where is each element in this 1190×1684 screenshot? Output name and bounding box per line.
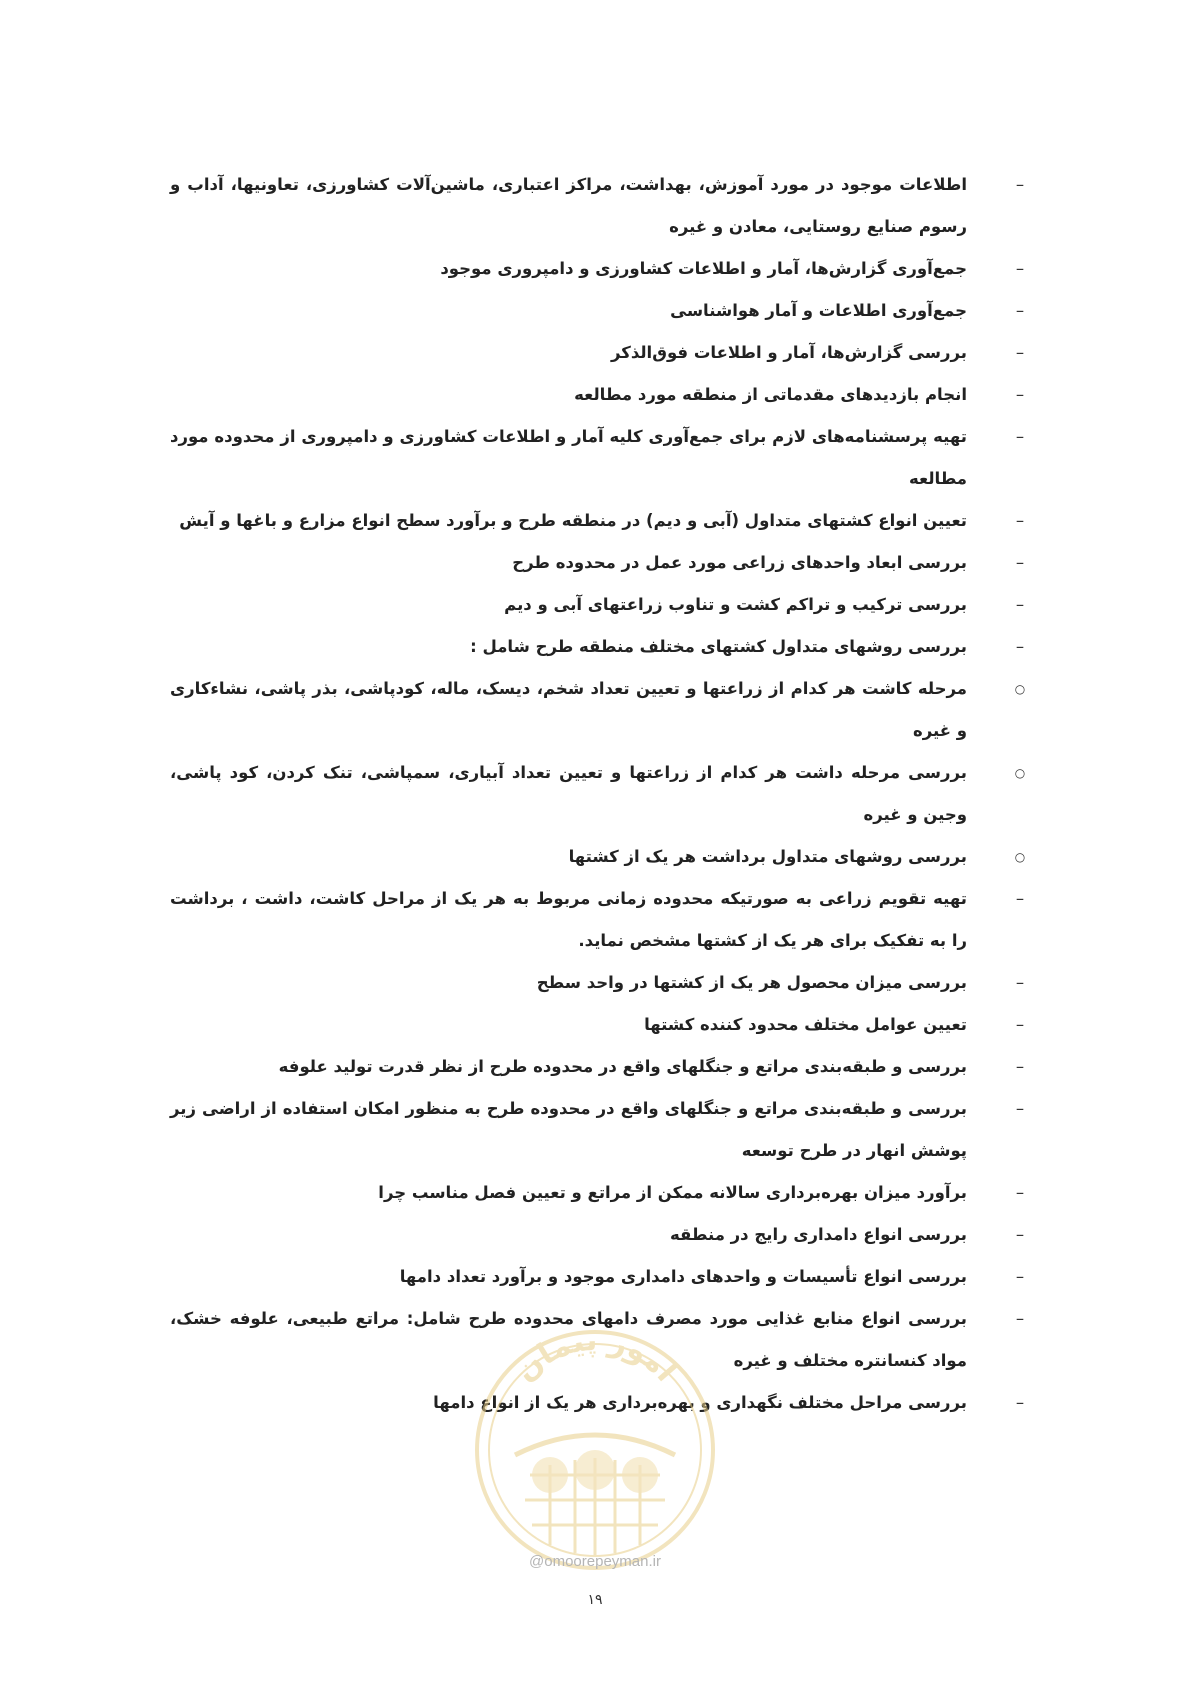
- list-item: [170, 500, 1030, 542]
- list-item: [170, 1172, 1030, 1214]
- list-item: [170, 1088, 1030, 1172]
- dash-bullet-icon: –: [1015, 637, 1025, 656]
- list-item: [170, 1298, 1030, 1382]
- list-item: [170, 1382, 1030, 1424]
- dash-bullet-icon: –: [1015, 553, 1025, 572]
- list-item-text: تعیین عوامل مختلف محدود کننده کشتها: [644, 1015, 967, 1034]
- dash-bullet-icon: –: [1015, 1183, 1025, 1202]
- list-item: [170, 668, 1030, 752]
- list-item-text: بررسی و طبقه‌بندی مراتع و جنگلهای واقع در محدوده طرح به منظور امکان استفاده از اراضی زیر پوشش انهار در طرح توسعه: [170, 1099, 967, 1160]
- list-item-text: اطلاعات موجود در مورد آموزش، بهداشت، مراکز اعتباری، ماشین‌آلات کشاورزی، تعاونیها، آداب و رسوم صنایع روستایی، معادن و غیره: [170, 175, 967, 236]
- list-item-text: بررسی روشهای متداول کشتهای مختلف منطقه طرح شامل :: [470, 637, 967, 656]
- list-item-text: جمع‌آوری گزارش‌ها، آمار و اطلاعات کشاورزی و دامپروری موجود: [440, 259, 967, 278]
- watermark-logo-text: امور پیمان: [507, 1325, 684, 1389]
- list-item: [170, 878, 1030, 962]
- list-item: [170, 248, 1030, 290]
- list-item-text: بررسی انواع منابع غذایی مورد مصرف دامهای محدوده طرح شامل: مراتع طبیعی، علوفه خشک، مواد کنسانتره مختلف و غیره: [170, 1309, 967, 1370]
- dash-bullet-icon: –: [1015, 1393, 1025, 1412]
- list-item-text: بررسی انواع تأسیسات و واحدهای دامداری موجود و برآورد تعداد دامها: [399, 1267, 967, 1286]
- watermark-url: @omoorepeyman.ir: [529, 1553, 661, 1570]
- list-item-text: بررسی مرحله داشت هر کدام از زراعتها و تعیین تعداد آبیاری، سمپاشی، تنک کردن، کود پاشی، وجین و غیره: [170, 763, 967, 824]
- list-item-text: بررسی میزان محصول هر یک از کشتها در واحد سطح: [536, 973, 967, 992]
- list-item: [170, 1214, 1030, 1256]
- dash-bullet-icon: –: [1015, 1225, 1025, 1244]
- circle-bullet-icon: ○: [1014, 766, 1026, 780]
- dash-bullet-icon: –: [1015, 973, 1025, 992]
- document-body: [170, 164, 1030, 1424]
- list-item: [170, 752, 1030, 836]
- list-item-text: تهیه تقویم زراعی به صورتیکه محدوده زمانی مربوط به هر یک از مراحل کاشت، داشت ، برداشت را به تفکیک برای هر یک از کشتها مشخص نماید.: [170, 889, 967, 950]
- list-item: [170, 164, 1030, 248]
- dash-bullet-icon: –: [1015, 259, 1025, 278]
- dash-bullet-icon: –: [1015, 1267, 1025, 1286]
- list-item: [170, 374, 1030, 416]
- list-item-text: بررسی انواع دامداری رایج در منطقه: [670, 1225, 967, 1244]
- list-item-text: بررسی ابعاد واحدهای زراعی مورد عمل در محدوده طرح: [512, 553, 967, 572]
- list-item-text: جمع‌آوری اطلاعات و آمار هواشناسی: [670, 301, 967, 320]
- dash-bullet-icon: –: [1015, 385, 1025, 404]
- list-item: [170, 836, 1030, 878]
- dash-bullet-icon: –: [1015, 343, 1025, 362]
- list-item-text: بررسی مراحل مختلف نگهداری و بهره‌برداری هر یک از انواع دامها: [433, 1393, 967, 1412]
- dash-bullet-icon: –: [1015, 889, 1025, 908]
- list-item: [170, 584, 1030, 626]
- dash-bullet-icon: –: [1015, 175, 1025, 194]
- list-item-text: بررسی و طبقه‌بندی مراتع و جنگلهای واقع در محدوده طرح از نظر قدرت تولید علوفه: [278, 1057, 967, 1076]
- list-item-text: بررسی ترکیب و تراکم کشت و تناوب زراعتهای آبی و دیم: [504, 595, 967, 614]
- list-item: [170, 1256, 1030, 1298]
- dash-bullet-icon: –: [1015, 511, 1025, 530]
- dash-bullet-icon: –: [1015, 1015, 1025, 1034]
- dash-bullet-icon: –: [1015, 301, 1025, 320]
- list-item: [170, 626, 1030, 668]
- list-item-text: برآورد میزان بهره‌برداری سالانه ممکن از مراتع و تعیین فصل مناسب چرا: [378, 1183, 967, 1202]
- list-item: [170, 1046, 1030, 1088]
- list-item-text: تهیه پرسشنامه‌های لازم برای جمع‌آوری کلیه آمار و اطلاعات کشاورزی و دامپروری از محدوده مورد مطالعه: [170, 427, 967, 488]
- list-item: [170, 290, 1030, 332]
- list-item: [170, 416, 1030, 500]
- list-item-text: تعیین انواع کشتهای متداول (آبی و دیم) در منطقه طرح و برآورد سطح انواع مزارع و باغها و آیش: [179, 511, 967, 530]
- dash-bullet-icon: –: [1015, 1309, 1025, 1328]
- dash-bullet-icon: –: [1015, 1057, 1025, 1076]
- dash-bullet-icon: –: [1015, 595, 1025, 614]
- circle-bullet-icon: ○: [1014, 850, 1026, 864]
- list-item-text: بررسی روشهای متداول برداشت هر یک از کشتها: [568, 847, 967, 866]
- list-item-text: مرحله کاشت هر کدام از زراعتها و تعیین تعداد شخم، دیسک، ماله، کودپاشی، بذر پاشی، نشاءکاری و غیره: [170, 679, 967, 740]
- dash-bullet-icon: –: [1015, 427, 1025, 446]
- list-item: [170, 1004, 1030, 1046]
- list-item-text: بررسی گزارش‌ها، آمار و اطلاعات فوق‌الذکر: [610, 343, 967, 362]
- list-item-text: انجام بازدیدهای مقدماتی از منطقه مورد مطالعه: [574, 385, 967, 404]
- page-number: ۱۹: [587, 1592, 603, 1608]
- dash-bullet-icon: –: [1015, 1099, 1025, 1118]
- list-item: [170, 542, 1030, 584]
- circle-bullet-icon: ○: [1014, 682, 1026, 696]
- list-item: [170, 332, 1030, 374]
- list-item: [170, 962, 1030, 1004]
